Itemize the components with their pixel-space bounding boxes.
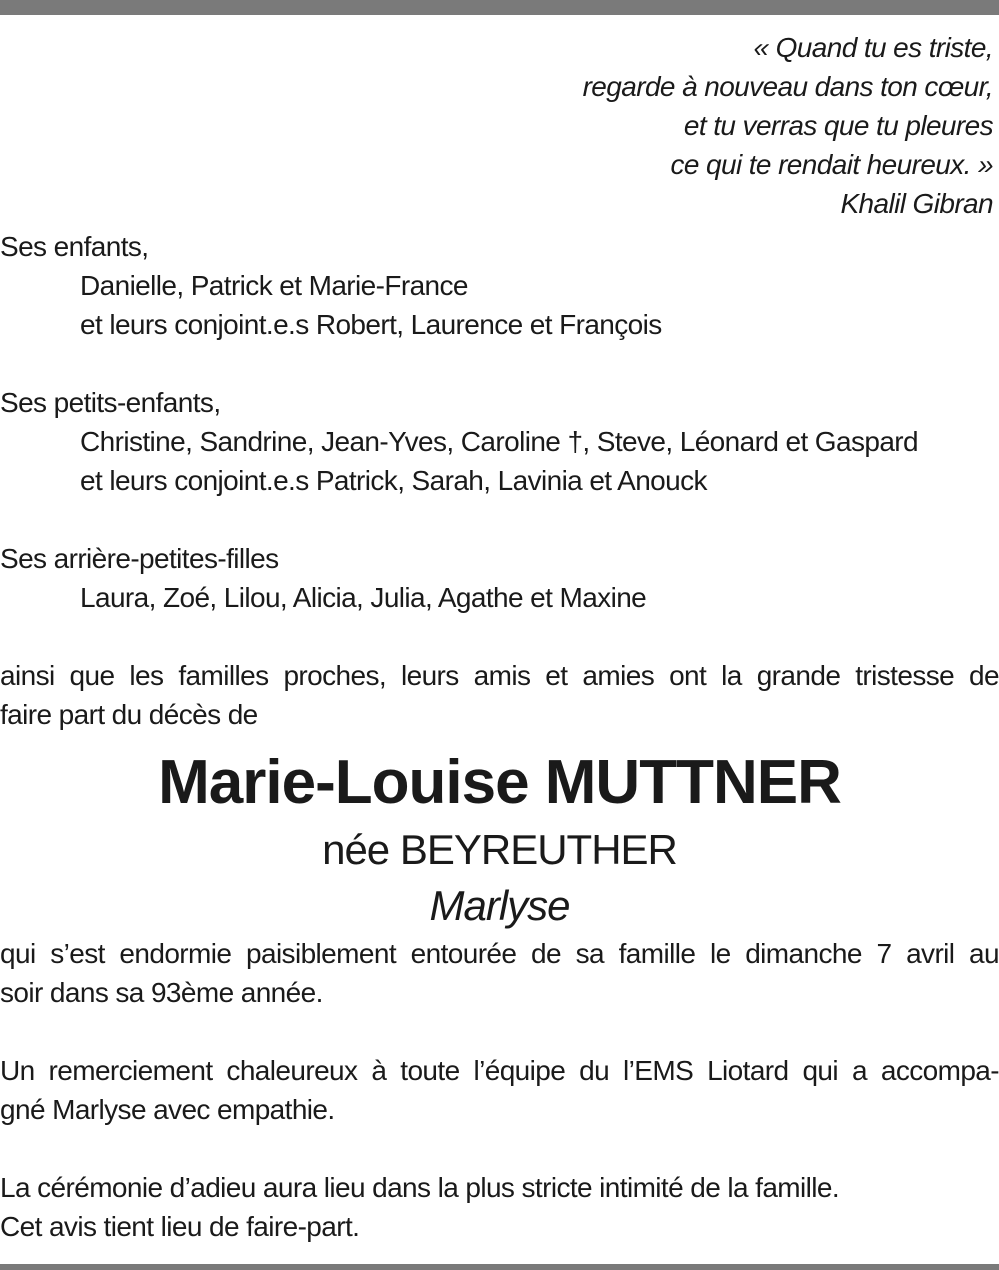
great-grandchildren-heading: Ses arrière-petites-filles <box>0 543 279 574</box>
announcement-line: ainsi que les familles proches, leurs amis et amies ont la grande tristesse de <box>0 660 999 691</box>
passing-line: soir dans sa 93ème année. <box>0 977 323 1008</box>
epigraph-quote <box>583 28 993 223</box>
spacer <box>0 617 999 656</box>
quote-line: regarde à nouveau dans ton cœur, <box>582 71 993 102</box>
nickname: Marlyse <box>429 882 570 929</box>
children-names: Danielle, Patrick et Marie-France <box>80 270 468 301</box>
spacer <box>0 1129 999 1168</box>
children-spouses: et leurs conjoint.e.s Robert, Laurence et François <box>80 309 662 340</box>
quote-line: « Quand tu es triste, <box>753 32 993 63</box>
ceremony-line: La cérémonie d’adieu aura lieu dans la plus stricte intimité de la famille. <box>0 1172 840 1203</box>
deceased-name: Marie-Louise MUTTNER <box>158 748 841 817</box>
passing-line: qui s’est endormie paisiblement entourée de sa famille le dimanche 7 avril au <box>0 938 999 969</box>
obituary-body <box>0 227 999 1246</box>
thanks-line: Un remerciement chaleureux à toute l’équipe du l’EMS Liotard qui a accompa- <box>0 1055 999 1086</box>
grandchildren-heading: Ses petits-enfants, <box>0 387 221 418</box>
grandchildren-spouses: et leurs conjoint.e.s Patrick, Sarah, Lavinia et Anouck <box>80 465 707 496</box>
quote-line: ce qui te rendait heureux. » <box>670 149 993 180</box>
ceremony-line: Cet avis tient lieu de faire-part. <box>0 1211 360 1242</box>
announcement-line: faire part du décès de <box>0 699 258 730</box>
great-grandchildren-names: Laura, Zoé, Lilou, Alicia, Julia, Agathe et Maxine <box>80 582 647 613</box>
quote-line: et tu verras que tu pleures <box>683 110 993 141</box>
children-heading: Ses enfants, <box>0 231 149 262</box>
top-border <box>0 0 999 15</box>
spacer <box>0 344 999 383</box>
grandchildren-names: Christine, Sandrine, Jean-Yves, Caroline †, Steve, Léonard et Gaspard <box>80 426 918 457</box>
bottom-border <box>0 1264 999 1270</box>
spacer <box>0 500 999 539</box>
spacer <box>0 1012 999 1051</box>
maiden-name: née BEYREUTHER <box>322 826 677 873</box>
thanks-line: gné Marlyse avec empathie. <box>0 1094 335 1125</box>
quote-author: Khalil Gibran <box>840 188 993 219</box>
